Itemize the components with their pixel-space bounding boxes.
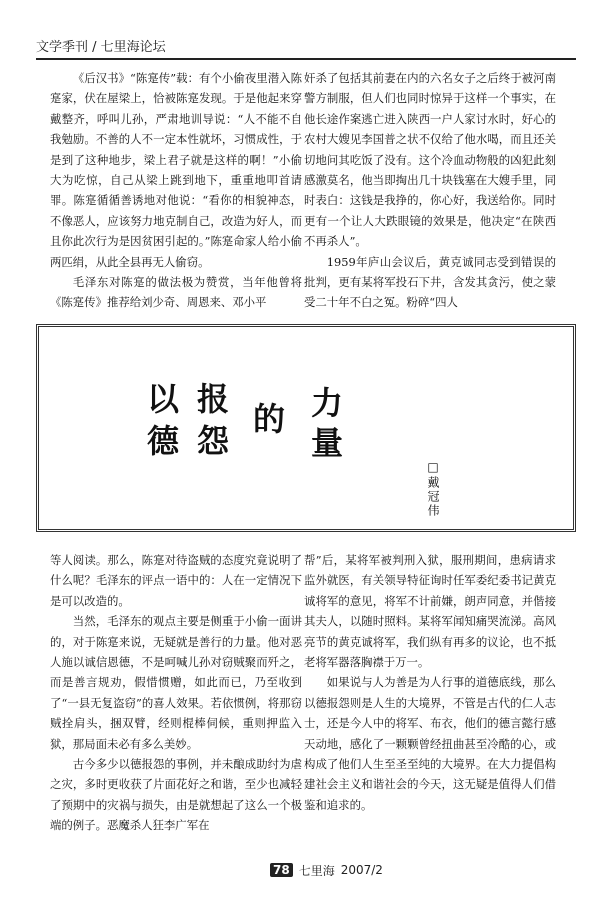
paragraph: 奸杀了包括其前妻在内的六名女子之后终于被河南警方制服，但人们也同时惊异于这样一个事实，在他长途作案逃亡进入陕西一户人家讨水时，好心的农村大嫂见李国普之状不仅给了他水喝，而且还关切地问其吃饭了没有。这个冷血动物般的凶犯此刻感激莫名，他当即掏出几十块钱塞在大嫂手里，同时表白：这钱是我挣的，你心好，我送给你。同时更有一个让人大跌眼镜的效果是，他决定“在陕西不再杀人”。 bbox=[304, 71, 556, 249]
magazine-name: 七里海 bbox=[298, 863, 335, 878]
title-char: 报 bbox=[197, 380, 230, 418]
title-char: 力 bbox=[311, 384, 344, 422]
paragraph: 古今多少以德报怨的事例，并未酿成助纣为虐之灾，多时更收获了片面花好之和谐，至少也减轻了预期中的灾祸与损失，由是就想起了这么一个极端的例子。恶魔杀人狂李广军在 bbox=[50, 757, 302, 833]
paragraph: 帮”后，某将军被判刑入狱，服刑期间，患病请求监外就医，有关领导特征询时任军委纪委书记黄克诚将军的意见，将军不计前嫌，朗声同意，并偕接其夫人，以随时照料。某将军闻知痛哭流涕。高风亮节的黄克诚将军，我们纵有再多的议论，也不抵老将军器落胸襟于万一。 bbox=[304, 553, 556, 670]
title-char: 以 bbox=[147, 380, 180, 418]
paragraph: 1959年庐山会议后，黄克诚同志受到错误的批判，更有某将军投石下井，含发其贪污，使之蒙受二十年不白之冤。粉碎“四人 bbox=[304, 254, 556, 310]
issue-label: 2007/2 bbox=[340, 863, 383, 877]
title-char: 怨 bbox=[197, 422, 230, 460]
paragraph: 毛泽东对陈寔的做法极为赞赏，当年他曾将《陈寔传》推荐给刘少奇、周恩来、邓小平 bbox=[50, 275, 302, 310]
title-char: 量 bbox=[311, 424, 344, 462]
column-left-top bbox=[50, 68, 302, 313]
paragraph: 如果说与人为善是为人行事的道德底线，那么以德报怨则是人生的大境界，不管是古代的仁人志士，还是今人中的将军、布衣，他们的德言懿行感天动地，感化了一颗颗曾经扭曲甚至冷酷的心，或构成了他们人生至圣至纯的大境界。在大力提倡构建社会主义和谐社会的今天，这无疑是值得人们借鉴和追求的。 bbox=[304, 675, 556, 812]
header-rule bbox=[36, 58, 576, 60]
paragraph: 《后汉书》“陈寔传”载：有个小偷夜里潜入陈寔家，伏在屋梁上，恰被陈寔发现。于是他起来穿戴整齐，呼叫儿孙，严肃地训导说：“人不能不自我勉励。不善的人不一定本性就坏，习惯成性，于是到了这种地步，梁上君子就是这样的啊！”小偷大为吃惊，自己从梁上跳到地下，重重地叩首请罪。陈寔循循善诱地对他说：“看你的相貌神态，不像恶人，应该努力地克制自己，改造为好人，而且你此次行为是因贫困引起的。”陈寔命家人给小偷两匹绢，从此全县再无人偷窃。 bbox=[50, 71, 302, 269]
author-mark: □ bbox=[426, 460, 440, 476]
title-box bbox=[36, 324, 576, 532]
paragraph: 当然，毛泽东的观点主要是侧重于小偷一面讲的，对于陈寔来说，无疑就是善行的力量。他对恶人施以诚信恩德，不是呵喊儿孙对窃贼聚而歼之，而是善言规劝，假惜惯赠，如此而已，乃至收到了“一县无复盗窃”的喜人效果。若依惯例，将那窃贼拴肩头，捆双臂，经则棍棒伺候，重则押监入狱，那局面未必有多么美妙。 bbox=[50, 614, 302, 751]
header-text: 文学季刊 / 七里海论坛 bbox=[36, 40, 166, 55]
author-name: 戴冠伟 bbox=[426, 476, 440, 518]
column-right-top bbox=[304, 68, 556, 313]
title-char: 德 bbox=[147, 422, 180, 460]
author-byline bbox=[420, 460, 442, 518]
column-left-bottom bbox=[50, 550, 302, 836]
paragraph: 等人阅读。那么，陈寔对待盗贼的态度究竟说明了什么呢？毛泽东的评点一语中的：人在一定情况下是可以改造的。 bbox=[50, 553, 302, 608]
column-right-bottom bbox=[304, 550, 556, 815]
page-footer bbox=[270, 862, 383, 878]
running-header bbox=[36, 36, 576, 58]
page-number: 78 bbox=[270, 863, 293, 877]
title-char: 的 bbox=[253, 400, 286, 438]
